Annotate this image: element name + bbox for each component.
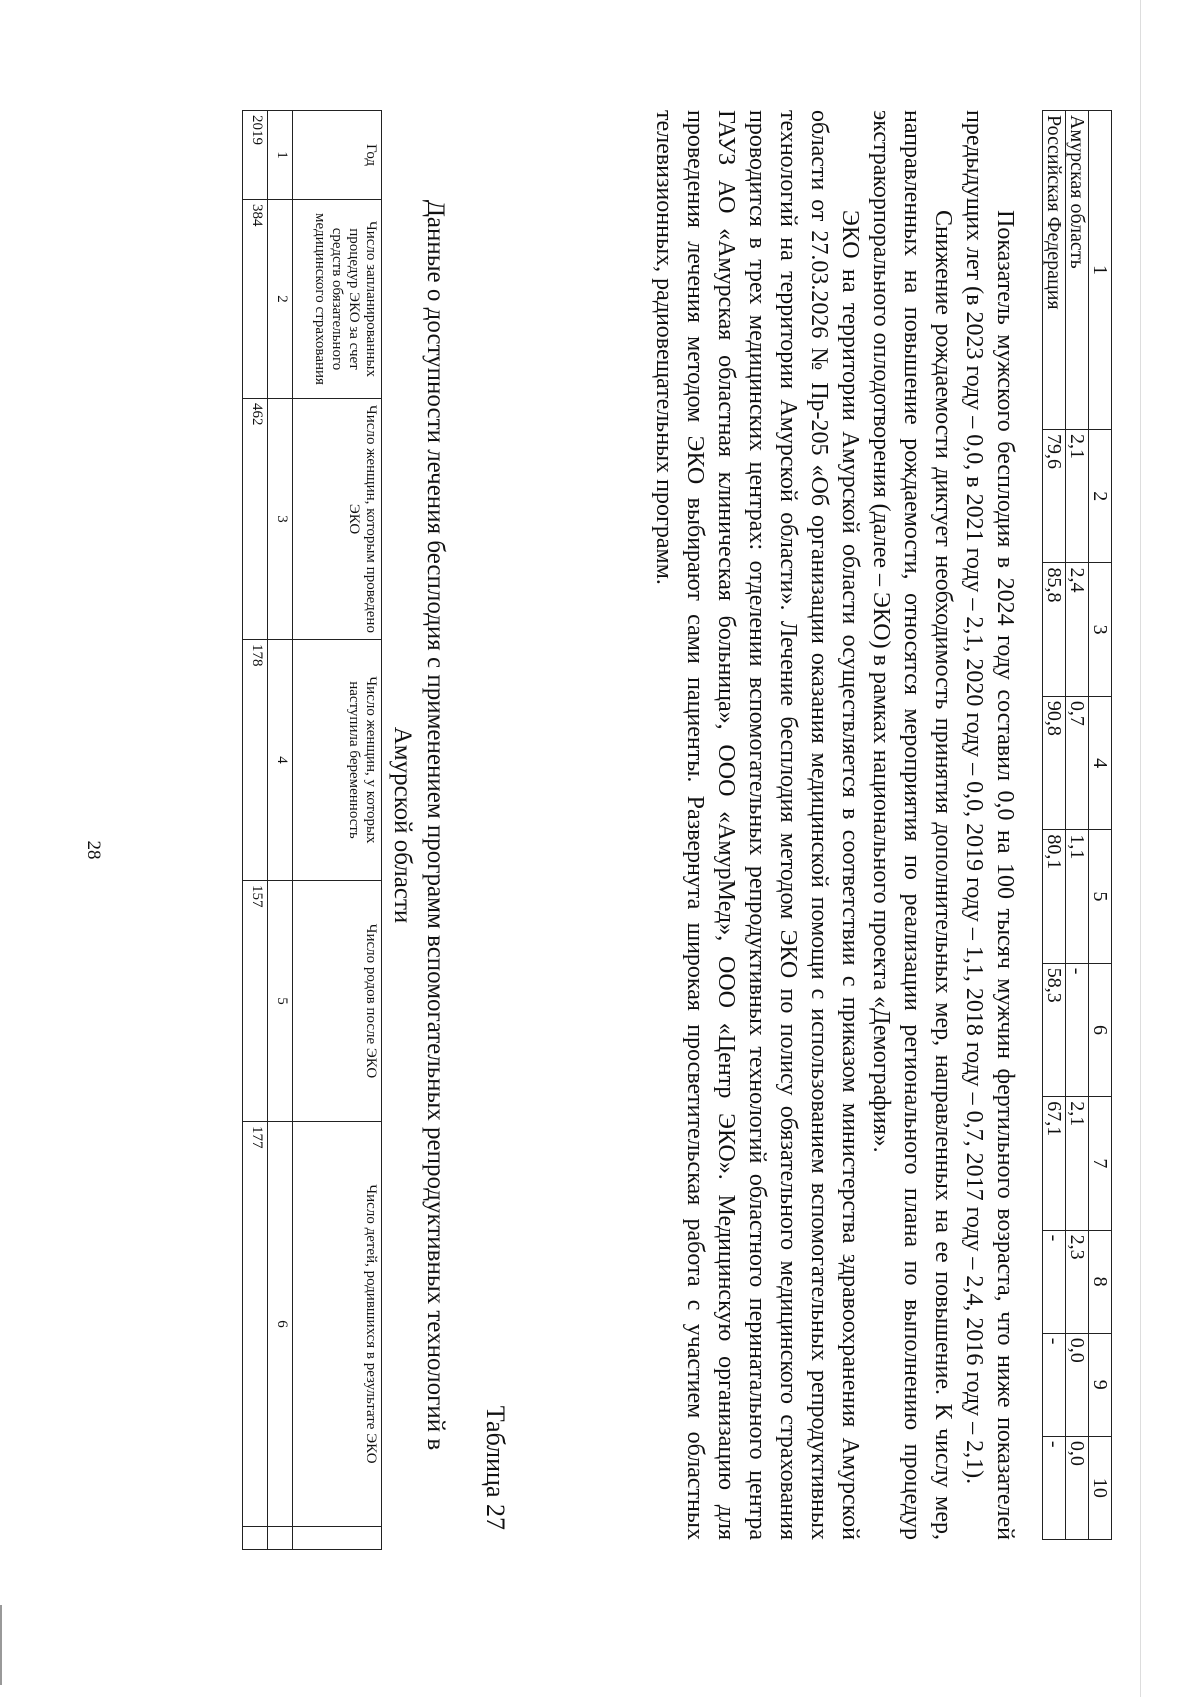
table-header-cell: 9: [1089, 1333, 1112, 1436]
table-header-cell: Число родов после ЭКО: [293, 881, 382, 1122]
table-cell: -: [1043, 1230, 1066, 1333]
table-header-cell: 3: [1089, 563, 1112, 696]
table-number-row: [268, 111, 293, 1550]
paragraph: ЭКО на территории Амурской области осуществляется в соответствии с приказом министерства здравоохранения Амурской области от 27.03.2026 № Пр-205 «Об организации оказания медицинской помощи с использованием вспомогательных репродуктивных технологий на территории Амурской области». Лечение бесплодия методом ЭКО по полису обязательного медицинского страхования проводится в трех медицинских центрах: отделении вспомогательных репродуктивных технологий областного перинатального центра ГАУЗ АО «Амурская областная клиническая больница», ООО «АмурМед», ООО «Центр ЭКО». Медицинскую организацию для проведения лечения методом ЭКО выбирают сами пациенты. Развернута широкая просветительская работа с участием областных телевизионных, радиовещательных программ.: [651, 110, 863, 1540]
table-header-cell: Год: [293, 111, 382, 200]
table-header-row: [293, 111, 382, 1550]
table-cell: 85,8: [1043, 563, 1066, 696]
table-row: [1043, 111, 1066, 1540]
table-edge-cell: [268, 1527, 293, 1550]
page-number: 28: [83, 840, 104, 860]
body-text: [648, 110, 1020, 1540]
table-cell: 0,0: [1066, 1436, 1089, 1539]
table-row: [1066, 111, 1089, 1540]
table-cell: 2,3: [1066, 1230, 1089, 1333]
table-header-cell: 1: [1089, 111, 1112, 430]
table-header-cell: 4: [1089, 696, 1112, 829]
table-cell: 2,4: [1066, 563, 1089, 696]
table-header-row: [1089, 111, 1112, 1540]
table-cell: 79,6: [1043, 430, 1066, 563]
table-header-cell: Число запланированных процедур ЭКО за счет средств обязательного медицинского страхования: [293, 200, 382, 399]
table-cell: 178: [243, 640, 268, 881]
table-cell: 90,8: [1043, 696, 1066, 829]
eco-availability-table: [242, 110, 382, 1550]
table-cell: -: [1043, 1333, 1066, 1436]
table-header-cell: Число детей, родившихся в результате ЭКО: [293, 1122, 382, 1527]
table-cell: 4: [268, 640, 293, 881]
table-cell: 2,1: [1066, 1097, 1089, 1230]
table-cell: 462: [243, 399, 268, 640]
table-cell: 157: [243, 881, 268, 1122]
table-edge-cell: [243, 1527, 268, 1550]
scan-edge-mark: [1140, 0, 1141, 1697]
table-cell: 2019: [243, 111, 268, 200]
table-cell: 0,7: [1066, 696, 1089, 829]
table-edge-cell: [293, 1527, 382, 1550]
table-cell: 0,0: [1066, 1333, 1089, 1436]
table-title: Данные о доступности лечения бесплодия с применением программ вспомогательных репродуктивных технологий в Амурской области: [389, 199, 449, 1451]
table-cell: 3: [268, 399, 293, 640]
table-row: [243, 111, 268, 1550]
table-cell: 2: [268, 200, 293, 399]
table-header-cell: 5: [1089, 830, 1112, 963]
table-cell: 1,1: [1066, 830, 1089, 963]
table-cell: -: [1043, 1436, 1066, 1539]
table-cell: 2,1: [1066, 430, 1089, 563]
table-header-cell: Число женщин, которым проведено ЭКО: [293, 399, 382, 640]
region-name-cell: Амурская область: [1066, 111, 1089, 430]
table-cell: 1: [268, 111, 293, 200]
table-cell: 67,1: [1043, 1097, 1066, 1230]
rotated-page-content: [160, 110, 1120, 1550]
statistics-table: [1042, 110, 1112, 1540]
table-cell: 6: [268, 1122, 293, 1527]
table-header-cell: 6: [1089, 963, 1112, 1096]
table-cell: -: [1066, 963, 1089, 1096]
paragraph: Показатель мужского бесплодия в 2024 году составил 0,0 на 100 тысяч мужчин фертильного возраста, что ниже показателей предыдущих лет (в 2023 году – 0,0, в 2021 году – 2,1, 2020 году – 0,0, 2019 году – 1,1, 2018 году – 0,7, 2017 году – 2,4, 2016 году – 2,1).: [961, 110, 1018, 1540]
table-header-cell: 2: [1089, 430, 1112, 563]
scan-edge-mark: [0, 1605, 2, 1685]
table-header-cell: Число женщин, у которых наступила беременность: [293, 640, 382, 881]
table-cell: 5: [268, 881, 293, 1122]
table-cell: 177: [243, 1122, 268, 1527]
region-name-cell: Российская Федерация: [1043, 111, 1066, 430]
table-cell: 58,3: [1043, 963, 1066, 1096]
table-header-cell: 7: [1089, 1097, 1112, 1230]
table-header-cell: 10: [1089, 1436, 1112, 1539]
table-number-label: Таблица 27: [481, 1405, 510, 1530]
paragraph: Снижение рождаемости диктует необходимость принятия дополнительных мер, направленных на ее повышение. К числу мер, направленных на повышение рождаемости, относятся мероприятия по реализации регионального плана по выполнению процедур экстракорпорального оплодотворения (далее – ЭКО) в рамках национального проекта «Демография».: [868, 110, 956, 1540]
table-header-cell: 8: [1089, 1230, 1112, 1333]
table-cell: 384: [243, 200, 268, 399]
table-cell: 80,1: [1043, 830, 1066, 963]
